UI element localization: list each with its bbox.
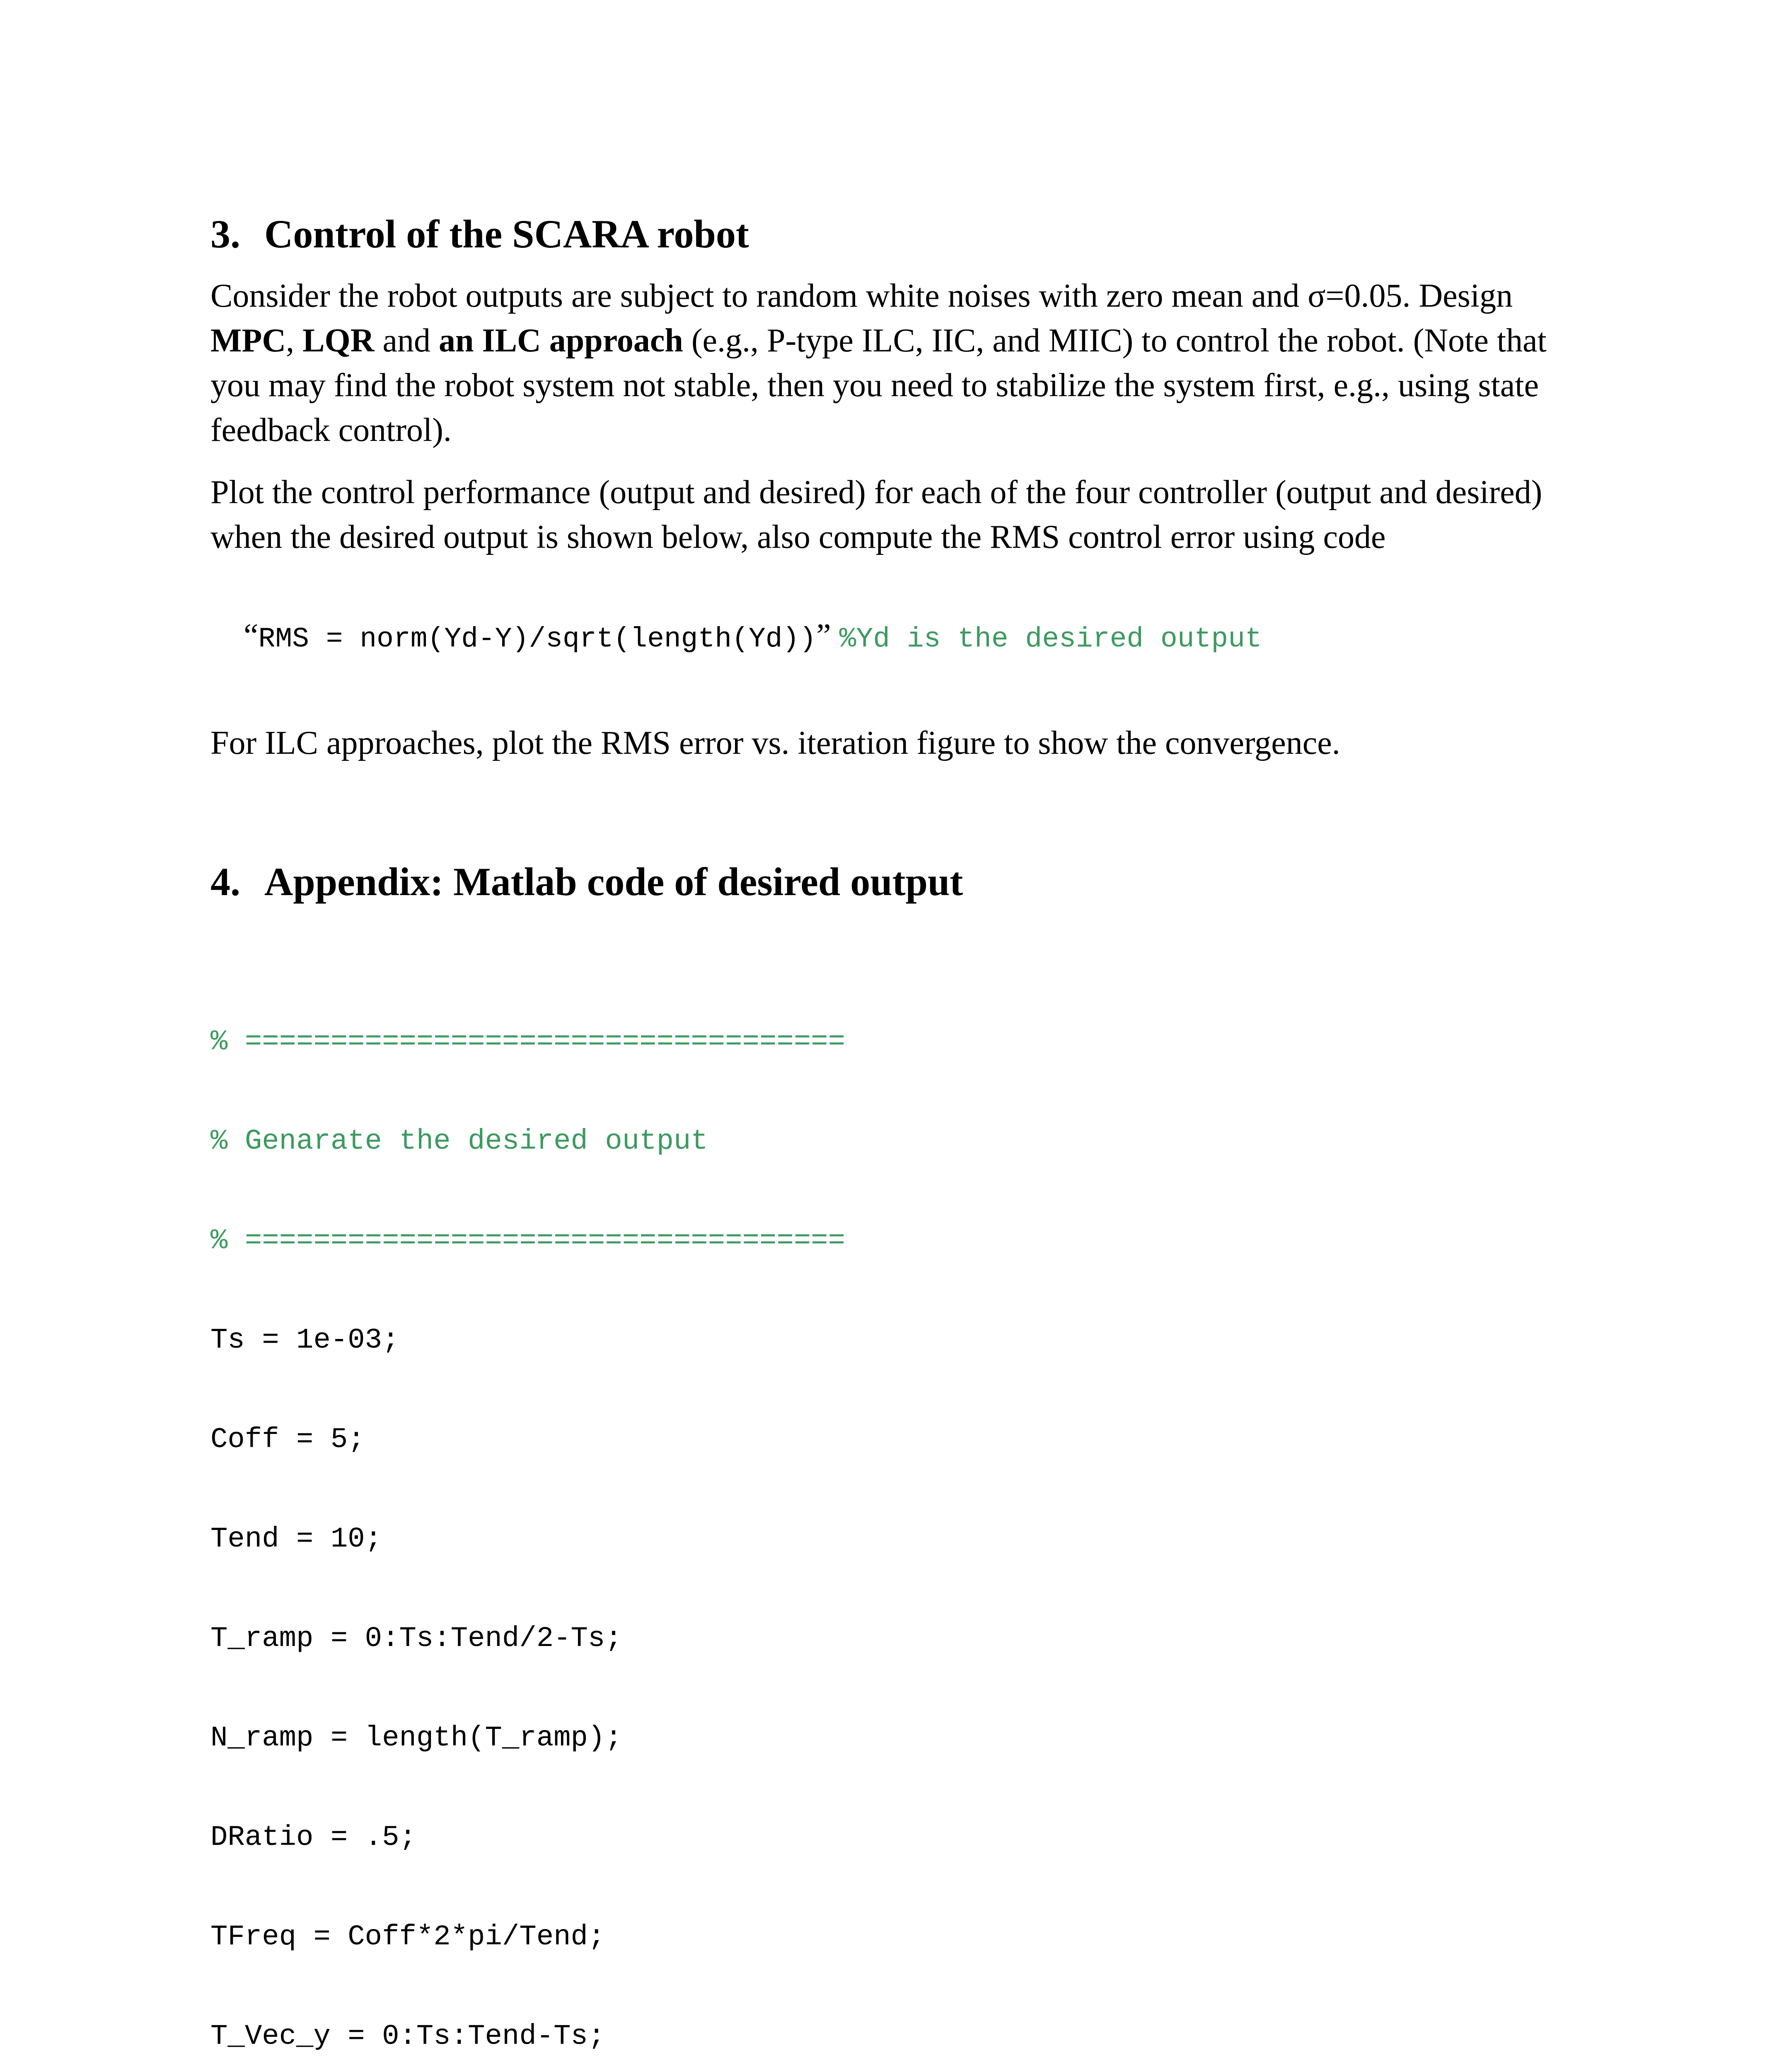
p1-bold-ilc: an ILC approach [439,322,683,359]
section-4-number: 4. [210,859,240,904]
section-4-title: Appendix: Matlab code of desired output [264,859,963,904]
p1-bold-mpc: MPC [210,322,286,359]
code-line: N_ramp = length(T_ramp); [210,1721,622,1754]
code-comment-rule: % =================================== [210,1224,846,1257]
code-line: Tend = 10; [210,1523,382,1555]
close-quote: ” [816,617,831,654]
p1-bold-lqr: LQR [302,322,375,359]
code-block-1 [210,959,1598,2072]
section-3-heading [210,211,1598,257]
code-comment-title: % Genarate the desired output [210,1125,708,1157]
p1-text-2: , [286,322,303,359]
open-quote: “ [244,617,259,654]
rms-code: RMS = norm(Yd-Y)/sqrt(length(Yd)) [258,623,817,656]
code-line: Ts = 1e-03; [210,1324,399,1356]
p1-text-4: (e.g., P-type ILC, IIC, and MIIC) to control the robot. (Note that you may find the robot system not stable, then you need to stabilize the system first, e.g., using state feedback control). [210,322,1547,449]
code-line: Coff = 5; [210,1423,365,1456]
section-4-heading [210,859,1598,905]
section-3-title: Control of the SCARA robot [264,212,749,256]
document-page [210,207,1598,2072]
section-3-number: 3. [210,212,240,256]
rms-code-line [210,574,1598,702]
section-3-paragraph-3: For ILC approaches, plot the RMS error vs. iteration figure to show the convergence. [210,725,1340,762]
p1-text-3: and [374,322,439,359]
code-line: TFreq = Coff*2*pi/Tend; [210,1920,605,1953]
code-line: DRatio = .5; [210,1821,416,1854]
section-3-paragraph-1 [210,274,1598,453]
p1-text-1: Consider the robot outputs are subject to random white noises with zero mean and σ=0.05. Design [210,278,1513,315]
code-line: T_Vec_y = 0:Ts:Tend-Ts; [210,2020,605,2053]
code-line: T_ramp = 0:Ts:Tend/2-Ts; [210,1622,622,1655]
code-comment-rule: % =================================== [210,1025,846,1058]
section-3-paragraph-2: Plot the control performance (output and desired) for each of the four controller (output and desired) when the desired output is shown below, also compute the RMS control error using code [210,474,1542,556]
rms-comment: %Yd is the desired output [839,623,1262,656]
